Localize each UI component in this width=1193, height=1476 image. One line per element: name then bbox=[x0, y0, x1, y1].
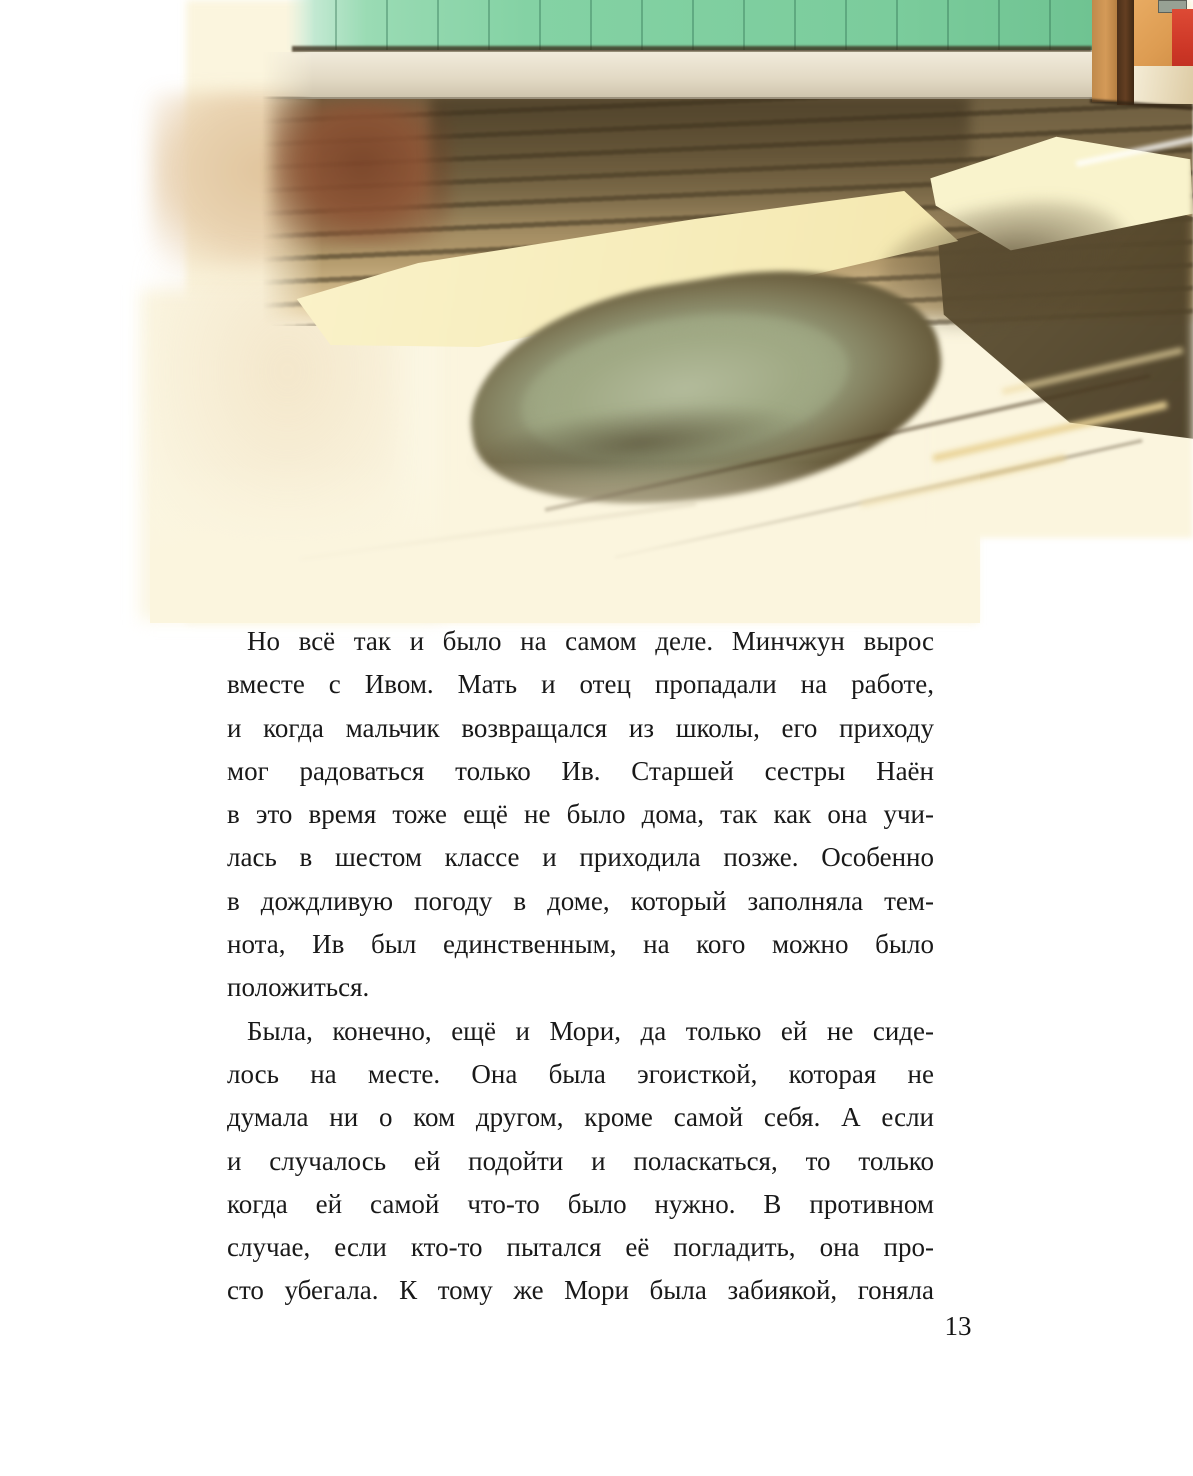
text-line: и случалось ей подойти и поласкаться, то только bbox=[227, 1145, 934, 1176]
paragraph-1 bbox=[227, 620, 934, 1010]
text-line: нота, Ив был единственным, на кого можно было bbox=[227, 929, 934, 960]
green-wall bbox=[286, 0, 1092, 50]
text-line: случае, если кто-то пытался её погладить, она про- bbox=[227, 1232, 934, 1263]
text-line: Но всё так и было на самом деле. Минчжун вырос bbox=[247, 626, 934, 656]
baseboard bbox=[262, 52, 1092, 99]
text-line: положиться. bbox=[227, 972, 370, 1003]
text-line: и когда мальчик возвращался из школы, его приходу bbox=[227, 712, 934, 743]
text-line: думала ни о ком другом, кроме самой себя. А если bbox=[227, 1102, 934, 1133]
text-line: в это время тоже ещё не было дома, так как она учи- bbox=[227, 799, 934, 830]
text-line: лось на месте. Она была эгоисткой, которая не bbox=[227, 1058, 934, 1089]
text-line: в дождливую погоду в доме, который заполняла тем- bbox=[227, 885, 934, 916]
text-line: мог радоваться только Ив. Старшей сестры Наён bbox=[227, 755, 934, 786]
floor-red-patch bbox=[272, 100, 452, 245]
page-number: 13 bbox=[944, 1311, 972, 1341]
text-line: когда ей самой что-то было нужно. В противном bbox=[227, 1188, 934, 1219]
text-line: сто убегала. К тому же Мори была забиякой, гоняла bbox=[227, 1275, 934, 1306]
paragraph-2 bbox=[227, 1010, 934, 1313]
watercolor-illustration bbox=[0, 0, 1193, 660]
door-red-object bbox=[1172, 9, 1193, 68]
text-line: вместе с Ивом. Мать и отец пропадали на работе, bbox=[227, 669, 934, 700]
body-text bbox=[227, 620, 934, 1313]
doorway-floor bbox=[1134, 66, 1193, 104]
illustration-bottom-fade bbox=[150, 462, 980, 623]
text-line: Была, конечно, ещё и Мори, да только ей не сиде- bbox=[247, 1015, 934, 1046]
door-post-dark bbox=[1117, 0, 1134, 105]
door-post-tan bbox=[1092, 0, 1117, 102]
text-line: лась в шестом классе и приходила позже. Особенно bbox=[227, 842, 934, 873]
